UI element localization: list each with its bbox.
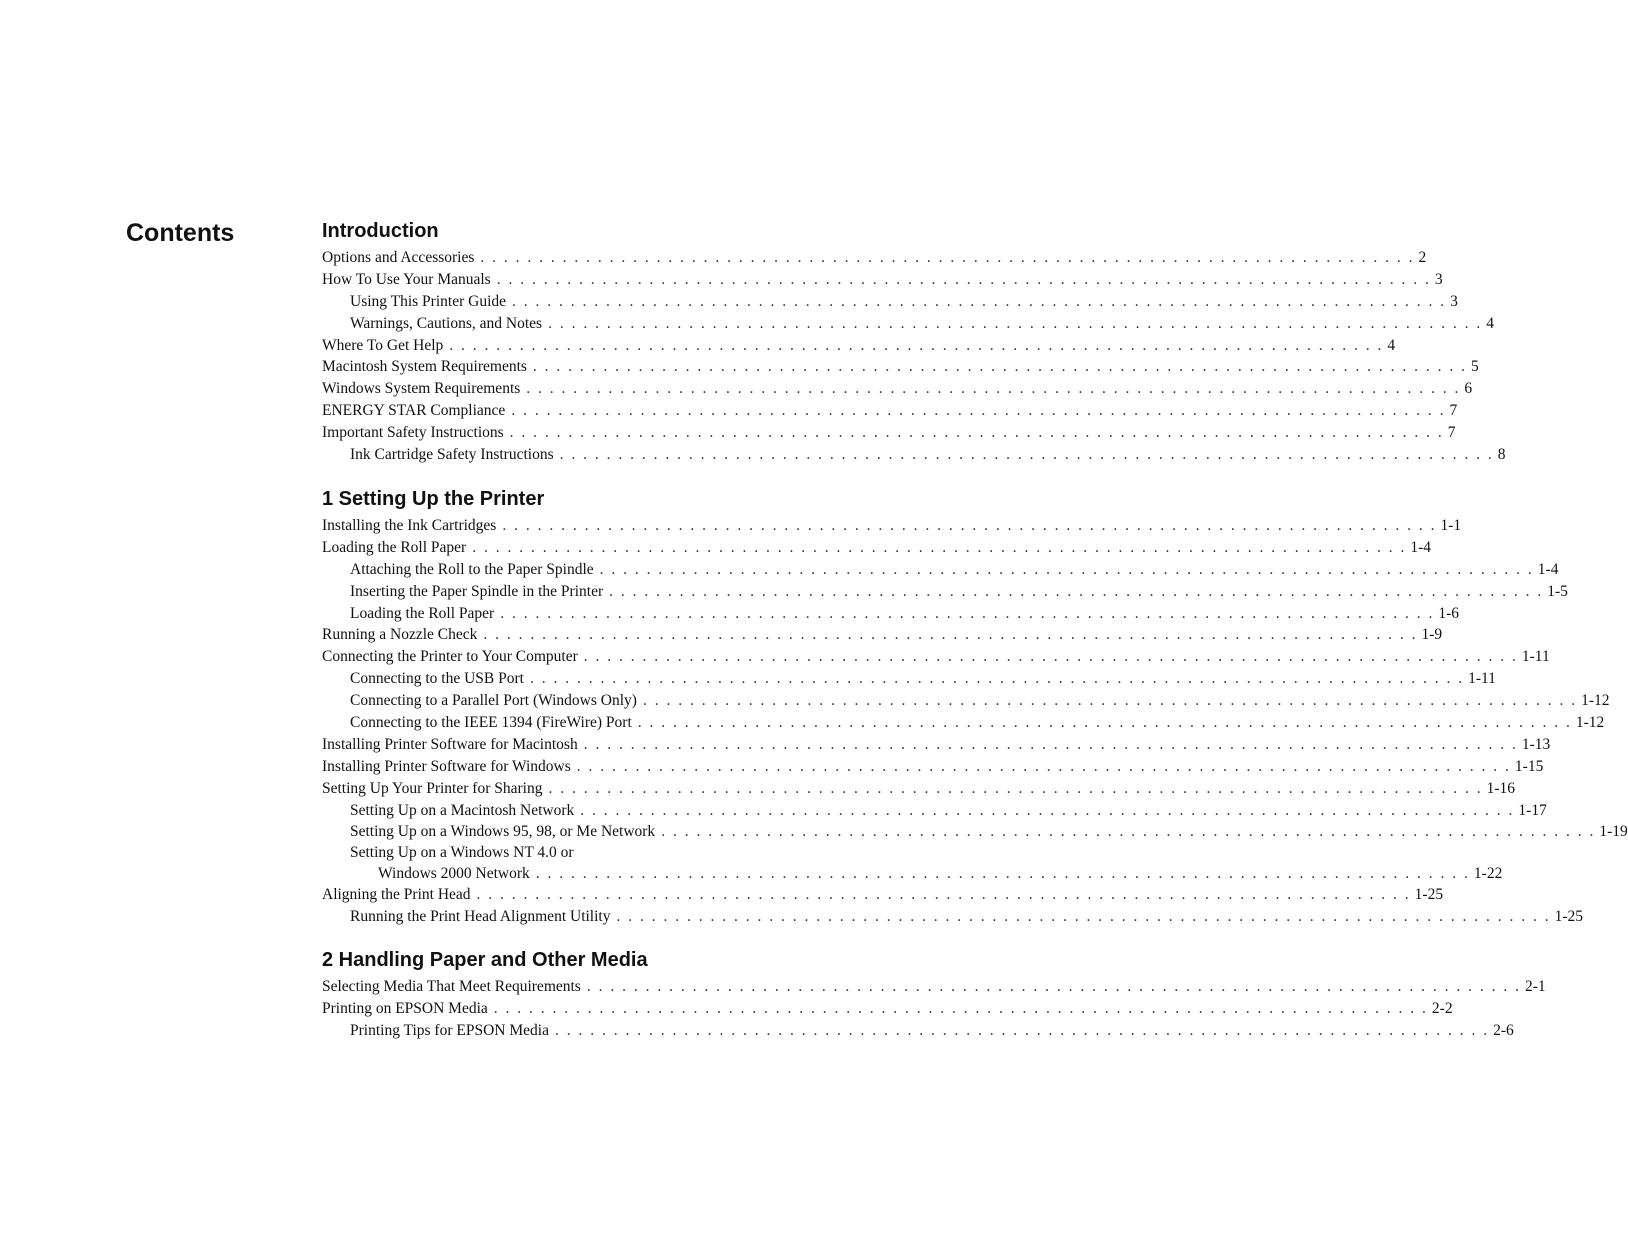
section-heading: Introduction [322,220,439,242]
toc-entry[interactable] [322,843,1503,884]
toc-entry[interactable] [322,378,1473,400]
entry-page-number: 1-4 [1537,560,1559,578]
entry-title: Windows System Requirements [322,380,521,398]
entry-title: Aligning the Print Head [322,886,471,904]
entry-title: Macintosh System Requirements [322,358,527,376]
toc-entry[interactable] [322,559,1559,581]
dot-leader: . . . . . . . . . . . . . . . . . . . . . . . . . . . . . . . . . . . . . . . . . . . . . . . . . . . . . . . . . . . . . . . . . . . . . . . . . . . . . . . . [609,582,1544,600]
toc-entry[interactable] [322,313,1494,335]
toc-entry[interactable] [322,269,1443,291]
toc-entry[interactable] [322,884,1444,906]
toc-entry[interactable] [322,515,1462,537]
toc-entry[interactable] [322,976,1546,998]
entry-title: Setting Up on a Windows 95, 98, or Me Network [350,823,656,841]
dot-leader: . . . . . . . . . . . . . . . . . . . . . . . . . . . . . . . . . . . . . . . . . . . . . . . . . . . . . . . . . . . . . . . . . . . . . . . . . . . . . . . . [580,801,1515,819]
dot-leader: . . . . . . . . . . . . . . . . . . . . . . . . . . . . . . . . . . . . . . . . . . . . . . . . . . . . . . . . . . . . . . . . . . . . . . . . . . . . . . . . [637,714,1572,732]
dot-leader: . . . . . . . . . . . . . . . . . . . . . . . . . . . . . . . . . . . . . . . . . . . . . . . . . . . . . . . . . . . . . . . . . . . . . . . . . . . . . . . . [472,538,1407,556]
toc-entry[interactable] [322,1020,1514,1042]
toc-entry[interactable] [322,422,1456,444]
dot-leader: . . . . . . . . . . . . . . . . . . . . . . . . . . . . . . . . . . . . . . . . . . . . . . . . . . . . . . . . . . . . . . . . . . . . . . . . . . . . . . . . [599,560,1534,578]
toc-entry[interactable] [322,712,1605,734]
entry-page-number: 4 [1387,336,1396,354]
toc-entry[interactable] [322,291,1458,313]
entry-page-number: 7 [1447,424,1456,442]
entry-page-number: 1-5 [1547,582,1568,600]
dot-leader: . . . . . . . . . . . . . . . . . . . . . . . . . . . . . . . . . . . . . . . . . . . . . . . . . . . . . . . . . . . . . . . . . . . . . . . . . . . . . . . . [509,424,1444,442]
toc-entry[interactable] [322,668,1496,690]
entry-page-number: 5 [1471,358,1479,376]
dot-leader: . . . . . . . . . . . . . . . . . . . . . . . . . . . . . . . . . . . . . . . . . . . . . . . . . . . . . . . . . . . . . . . . . . . . . . . . . . . . . . . . [449,336,1384,354]
toc-entry[interactable] [322,646,1550,668]
entry-page-number: 2-6 [1493,1021,1514,1039]
dot-leader: . . . . . . . . . . . . . . . . . . . . . . . . . . . . . . . . . . . . . . . . . . . . . . . . . . . . . . . . . . . . . . . . . . . . . . . . . . . . . . . . [616,908,1551,926]
entry-page-number: 1-16 [1486,779,1515,797]
entry-page-number: 4 [1486,314,1494,332]
entry-title: Where To Get Help [322,336,444,354]
entry-page-number: 1-1 [1440,517,1462,534]
entry-page-number: 1-19 [1599,823,1628,841]
entry-title: How To Use Your Manuals [322,270,491,288]
toc-entry[interactable] [322,906,1584,928]
section-heading: 1 Setting Up the Printer [322,488,545,510]
entry-page-number: 1-22 [1473,865,1503,883]
entry-title: ENERGY STAR Compliance [322,402,506,420]
entry-page-number: 7 [1449,402,1458,420]
entry-page-number: 1-15 [1514,757,1544,775]
entry-title: Installing Printer Software for Windows [322,757,571,775]
toc-section-setting-up [322,484,1628,928]
dot-leader: . . . . . . . . . . . . . . . . . . . . . . . . . . . . . . . . . . . . . . . . . . . . . . . . . . . . . . . . . . . . . . . . . . . . . . . . . . . . . . . . [548,314,1483,332]
dot-leader: . . . . . . . . . . . . . . . . . . . . . . . . . . . . . . . . . . . . . . . . . . . . . . . . . . . . . . . . . . . . . . . . . . . . . . . . . . . . . . . . [512,292,1447,310]
entry-title: Important Safety Instructions [322,424,504,442]
entry-page-number: 1-11 [1468,670,1496,688]
toc-entry[interactable] [322,734,1551,756]
toc-entry[interactable] [322,603,1460,625]
entry-title: Selecting Media That Meet Requirements [322,978,581,995]
toc-entry[interactable] [322,800,1547,822]
toc-entry[interactable] [322,444,1506,466]
dot-leader: . . . . . . . . . . . . . . . . . . . . . . . . . . . . . . . . . . . . . . . . . . . . . . . . . . . . . . . . . . . . . . . . . . . . . . . . . . . . . . . . [554,1021,1490,1039]
dot-leader: . . . . . . . . . . . . . . . . . . . . . . . . . . . . . . . . . . . . . . . . . . . . . . . . . . . . . . . . . . . . . . . . . . . . . . . . . . . . . . . . [529,670,1465,688]
toc-entry[interactable] [322,356,1479,378]
dot-leader: . . . . . . . . . . . . . . . . . . . . . . . . . . . . . . . . . . . . . . . . . . . . . . . . . . . . . . . . . . . . . . . . . . . . . . . . . . . . . . . . [535,865,1470,883]
entry-page-number: 1-12 [1575,714,1605,732]
dot-leader: . . . . . . . . . . . . . . . . . . . . . . . . . . . . . . . . . . . . . . . . . . . . . . . . . . . . . . . . . . . . . . . . . . . . . . . . . . . . . . . . [480,249,1415,266]
dot-leader: . . . . . . . . . . . . . . . . . . . . . . . . . . . . . . . . . . . . . . . . . . . . . . . . . . . . . . . . . . . . . . . . . . . . . . . . . . . . . . . . [586,978,1521,995]
dot-leader: . . . . . . . . . . . . . . . . . . . . . . . . . . . . . . . . . . . . . . . . . . . . . . . . . . . . . . . . . . . . . . . . . . . . . . . . . . . . . . . . [493,999,1428,1017]
entry-page-number: 2 [1418,249,1427,266]
entry-title: Connecting to a Parallel Port (Windows Only) [350,692,637,710]
entry-page-number: 1-4 [1410,538,1432,556]
toc-entry[interactable] [322,998,1453,1020]
toc-section-handling-paper [322,945,1546,1042]
toc-entry[interactable] [322,400,1458,422]
entry-title: Setting Up Your Printer for Sharing [322,779,543,797]
entry-page-number: 1-6 [1438,604,1460,622]
entry-page-number: 1-9 [1421,626,1443,644]
dot-leader: . . . . . . . . . . . . . . . . . . . . . . . . . . . . . . . . . . . . . . . . . . . . . . . . . . . . . . . . . . . . . . . . . . . . . . . . . . . . . . . . [476,886,1411,904]
entry-page-number: 2-1 [1524,978,1546,995]
entry-page-number: 1-25 [1414,886,1444,904]
entry-title: Loading the Roll Paper [350,604,495,622]
dot-leader: . . . . . . . . . . . . . . . . . . . . . . . . . . . . . . . . . . . . . . . . . . . . . . . . . . . . . . . . . . . . . . . . . . . . . . . . . . . . . . . . [511,402,1446,420]
entry-page-number: 1-12 [1581,692,1610,710]
entry-title: Options and Accessories [322,249,475,266]
entry-title: Connecting to the USB Port [350,670,524,688]
dot-leader: . . . . . . . . . . . . . . . . . . . . . . . . . . . . . . . . . . . . . . . . . . . . . . . . . . . . . . . . . . . . . . . . . . . . . . . . . . . . . . . . [502,517,1437,534]
toc-entry[interactable] [322,247,1427,269]
dot-leader: . . . . . . . . . . . . . . . . . . . . . . . . . . . . . . . . . . . . . . . . . . . . . . . . . . . . . . . . . . . . . . . . . . . . . . . . . . . . . . . . [661,823,1596,841]
entry-title: Inserting the Paper Spindle in the Printer [350,582,604,600]
dot-leader: . . . . . . . . . . . . . . . . . . . . . . . . . . . . . . . . . . . . . . . . . . . . . . . . . . . . . . . . . . . . . . . . . . . . . . . . . . . . . . . . [500,604,1435,622]
entry-page-number: 1-11 [1521,648,1550,666]
dot-leader: . . . . . . . . . . . . . . . . . . . . . . . . . . . . . . . . . . . . . . . . . . . . . . . . . . . . . . . . . . . . . . . . . . . . . . . . . . . . . . . . [483,626,1418,644]
toc-entry[interactable] [322,581,1568,603]
section-entries [322,247,1506,466]
dot-leader: . . . . . . . . . . . . . . . . . . . . . . . . . . . . . . . . . . . . . . . . . . . . . . . . . . . . . . . . . . . . . . . . . . . . . . . . . . . . . . . . [559,446,1494,464]
entry-title: Printing on EPSON Media [322,999,488,1017]
dot-leader: . . . . . . . . . . . . . . . . . . . . . . . . . . . . . . . . . . . . . . . . . . . . . . . . . . . . . . . . . . . . . . . . . . . . . . . . . . . . . . . . [642,692,1578,710]
entry-page-number: 3 [1434,270,1443,288]
dot-leader: . . . . . . . . . . . . . . . . . . . . . . . . . . . . . . . . . . . . . . . . . . . . . . . . . . . . . . . . . . . . . . . . . . . . . . . . . . . . . . . . [526,380,1461,398]
dot-leader: . . . . . . . . . . . . . . . . . . . . . . . . . . . . . . . . . . . . . . . . . . . . . . . . . . . . . . . . . . . . . . . . . . . . . . . . . . . . . . . . [548,779,1483,797]
entry-page-number: 3 [1450,292,1458,310]
toc-entry[interactable] [322,537,1432,559]
page-title: Contents [126,219,235,247]
entry-title: Using This Printer Guide [350,292,506,310]
dot-leader: . . . . . . . . . . . . . . . . . . . . . . . . . . . . . . . . . . . . . . . . . . . . . . . . . . . . . . . . . . . . . . . . . . . . . . . . . . . . . . . . [496,270,1431,288]
toc-entry[interactable] [322,690,1610,712]
dot-leader: . . . . . . . . . . . . . . . . . . . . . . . . . . . . . . . . . . . . . . . . . . . . . . . . . . . . . . . . . . . . . . . . . . . . . . . . . . . . . . . . [576,757,1511,775]
entry-title: Printing Tips for EPSON Media [350,1021,549,1039]
entry-title: Running a Nozzle Check [322,626,478,644]
entry-page-number: 6 [1464,380,1473,398]
toc-entry[interactable] [322,624,1443,646]
entry-page-number: 1-25 [1554,908,1584,926]
entry-title: Warnings, Cautions, and Notes [350,314,543,332]
entry-title: Ink Cartridge Safety Instructions [350,446,554,464]
entry-title: Setting Up on a Windows NT 4.0 or [350,844,574,862]
entry-page-number: 1-13 [1521,735,1551,753]
entry-page-number: 2-2 [1431,999,1453,1017]
toc-entry[interactable] [322,778,1515,800]
entry-title-continued: Windows 2000 Network [378,865,530,883]
entry-title: Setting Up on a Macintosh Network [350,801,575,819]
entry-title: Connecting the Printer to Your Computer [322,648,578,666]
entry-title: Installing the Ink Cartridges [322,517,497,534]
toc-entry[interactable] [322,821,1628,843]
toc-entry[interactable] [322,756,1544,778]
toc-section-introduction [322,216,1506,466]
entry-title: Connecting to the IEEE 1394 (FireWire) Port [350,714,632,732]
section-entries [322,515,1628,928]
entry-title: Loading the Roll Paper [322,538,467,556]
section-heading: 2 Handling Paper and Other Media [322,949,648,971]
entry-title: Installing Printer Software for Macintosh [322,735,578,753]
toc-entry[interactable] [322,335,1396,357]
dot-leader: . . . . . . . . . . . . . . . . . . . . . . . . . . . . . . . . . . . . . . . . . . . . . . . . . . . . . . . . . . . . . . . . . . . . . . . . . . . . . . . . [583,735,1518,753]
section-entries [322,976,1546,1042]
entry-page-number: 1-17 [1518,801,1547,819]
dot-leader: . . . . . . . . . . . . . . . . . . . . . . . . . . . . . . . . . . . . . . . . . . . . . . . . . . . . . . . . . . . . . . . . . . . . . . . . . . . . . . . . [583,648,1518,666]
entry-title: Running the Print Head Alignment Utility [350,908,611,926]
dot-leader: . . . . . . . . . . . . . . . . . . . . . . . . . . . . . . . . . . . . . . . . . . . . . . . . . . . . . . . . . . . . . . . . . . . . . . . . . . . . . . . . [532,358,1468,376]
entry-page-number: 8 [1497,446,1506,464]
entry-title: Attaching the Roll to the Paper Spindle [350,560,594,578]
